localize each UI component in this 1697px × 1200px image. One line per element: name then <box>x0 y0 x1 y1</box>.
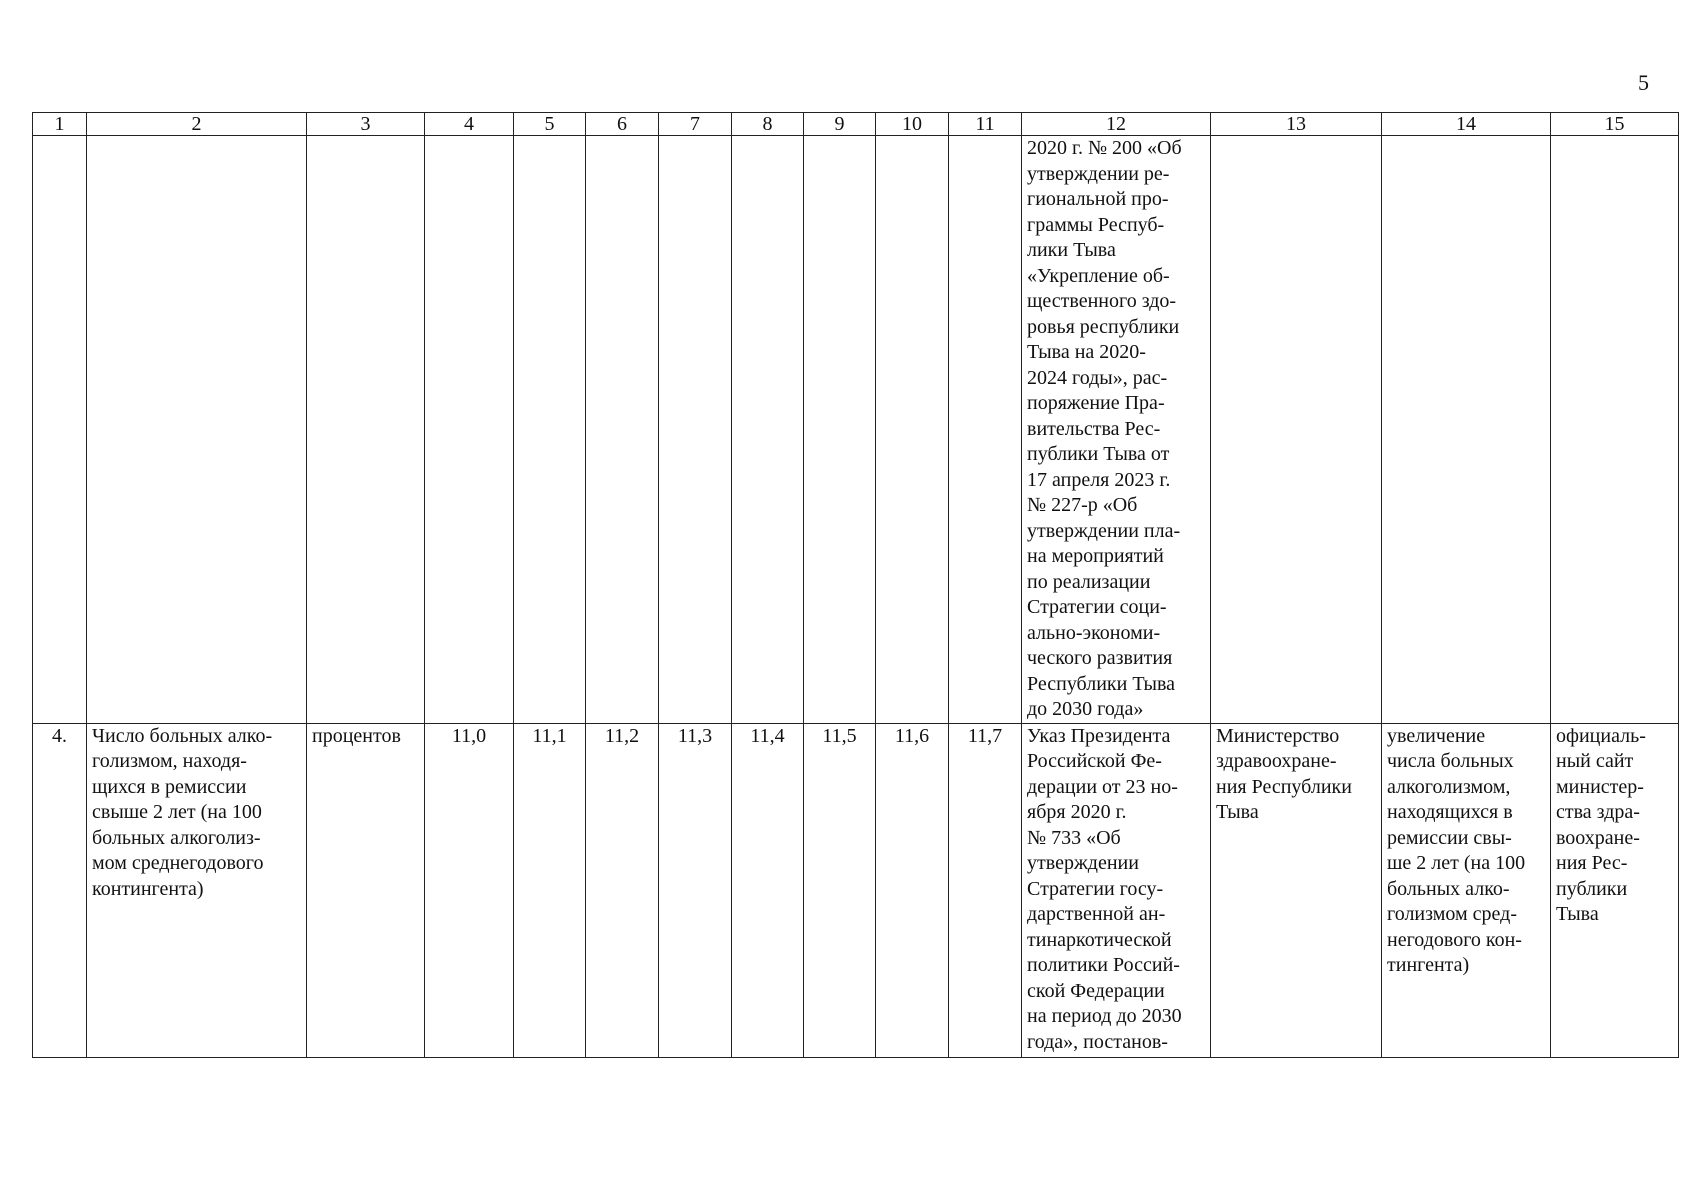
table-cell <box>1211 136 1382 724</box>
table-cell <box>876 136 949 724</box>
value-cell: 11,3 <box>659 723 732 1057</box>
value-cell: 11,6 <box>876 723 949 1057</box>
column-number: 5 <box>514 113 586 136</box>
column-number: 1 <box>33 113 87 136</box>
column-number-row <box>33 113 1679 136</box>
table-cell <box>949 136 1022 724</box>
column-number: 3 <box>307 113 425 136</box>
column-number: 8 <box>732 113 804 136</box>
source-cell: официаль- ный сайт министер- ства здра- воохране- ния Рес- публики Тыва <box>1551 723 1679 1057</box>
column-number: 11 <box>949 113 1022 136</box>
table-cell <box>514 136 586 724</box>
table-cell <box>1382 136 1551 724</box>
column-number: 6 <box>586 113 659 136</box>
table-cell <box>87 136 307 724</box>
table-cell <box>659 136 732 724</box>
value-cell: 11,1 <box>514 723 586 1057</box>
column-number: 13 <box>1211 113 1382 136</box>
column-number: 2 <box>87 113 307 136</box>
table-cell <box>425 136 514 724</box>
column-number: 14 <box>1382 113 1551 136</box>
value-cell: 11,5 <box>804 723 876 1057</box>
table-row <box>33 723 1679 1057</box>
column-number: 10 <box>876 113 949 136</box>
table-cell <box>33 136 87 724</box>
value-cell: 11,0 <box>425 723 514 1057</box>
indicators-table <box>32 112 1679 1058</box>
table-cell <box>586 136 659 724</box>
table-cell <box>307 136 425 724</box>
value-cell: 11,4 <box>732 723 804 1057</box>
value-cell: 11,2 <box>586 723 659 1057</box>
indicator-name: Число больных алко- голизмом, находя- щихся в ремиссии свыше 2 лет (на 100 больных алкоголиз- мом среднегодового контингента) <box>87 723 307 1057</box>
value-cell: 11,7 <box>949 723 1022 1057</box>
column-number: 15 <box>1551 113 1679 136</box>
column-number: 12 <box>1022 113 1211 136</box>
result-cell: увеличение числа больных алкоголизмом, находящихся в ремиссии свы- ше 2 лет (на 100 больных алко- голизмом сред- негодового кон- тингента) <box>1382 723 1551 1057</box>
table-cell <box>732 136 804 724</box>
column-number: 4 <box>425 113 514 136</box>
unit-cell: процентов <box>307 723 425 1057</box>
row-number: 4. <box>33 723 87 1057</box>
basis-cell: Указ Президента Российской Фе- дерации от 23 но- ября 2020 г. № 733 «Об утверждении Стратегии госу- дарственной ан- тинаркотической политики Россий- ской Федерации на период до 2030 года», постанов- <box>1022 723 1211 1057</box>
page-number: 5 <box>1638 70 1649 95</box>
continuation-row <box>33 136 1679 724</box>
basis-cell-continued: 2020 г. № 200 «Об утверждении ре- гиональной про- граммы Респуб- лики Тыва «Укрепление об- щественного здо- ровья республики Тыва на 2020- 2024 годы», рас- поряжение Пра- вительства Рес- публики Тыва от 17 апреля 2023 г. № 227-р «Об утверждении пла- на мероприятий по реализации Стратегии соци- ально-экономи- ческого развития Республики Тыва до 2030 года» <box>1022 136 1211 724</box>
responsible-cell: Министерство здравоохране- ния Республики Тыва <box>1211 723 1382 1057</box>
table-cell <box>1551 136 1679 724</box>
column-number: 7 <box>659 113 732 136</box>
column-number: 9 <box>804 113 876 136</box>
table-cell <box>804 136 876 724</box>
